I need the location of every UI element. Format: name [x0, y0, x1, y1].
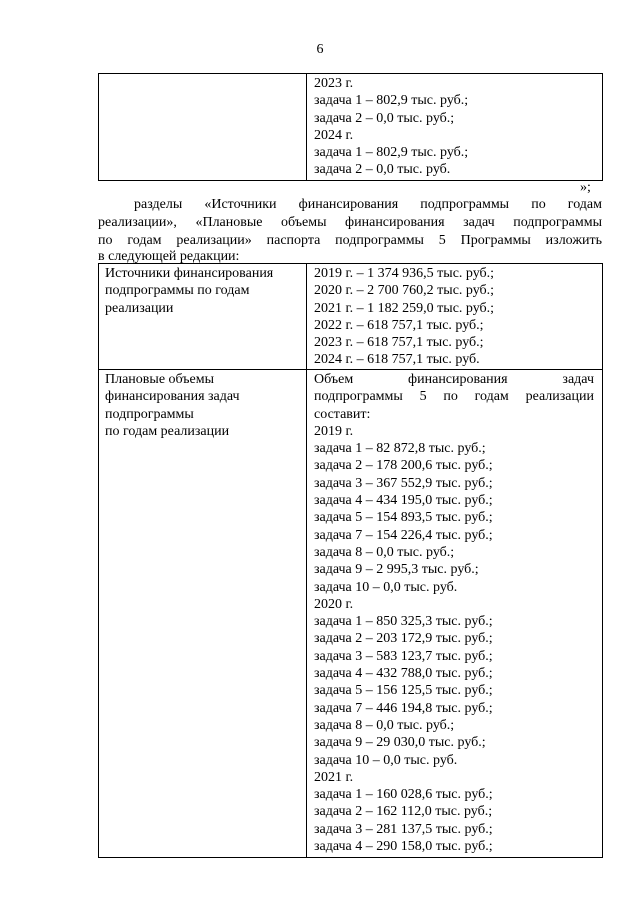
text-line: задача 4 – 434 195,0 тыс. руб.;: [314, 493, 493, 509]
text-line: по годам реализации: [105, 423, 230, 439]
text-line: задача 3 – 367 552,9 тыс. руб.;: [314, 475, 493, 491]
text-line: задача 2 – 162 112,0 тыс. руб.;: [314, 804, 493, 820]
text-line: Плановые объемы: [105, 372, 215, 387]
text-line: задача 1 – 802,9 тыс. руб.;: [314, 93, 469, 109]
text-line: задача 2 – 203 172,9 тыс. руб.;: [314, 631, 493, 647]
top-table-left-cell: [99, 74, 307, 181]
text-line: задача 7 – 446 194,8 тыс. руб.;: [314, 700, 493, 716]
top-table: [98, 73, 603, 181]
text-line: задача 1 – 850 325,3 тыс. руб.;: [314, 614, 493, 630]
text-line: 2022 г. – 618 757,1 тыс. руб.;: [314, 317, 484, 333]
paragraph-line: по годам реализации» паспорта подпрограммы 5 Программы изложить: [98, 233, 602, 248]
table-row-sources: [99, 264, 603, 370]
top-table-right-cell: [307, 74, 603, 181]
text-line: задача 2 – 178 200,6 тыс. руб.;: [314, 458, 493, 474]
closing-quote-mark: »;: [580, 180, 591, 195]
main-table: [98, 263, 603, 858]
text-line: задача 1 – 82 872,8 тыс. руб.;: [314, 441, 486, 457]
text-line: задача 5 – 156 125,5 тыс. руб.;: [314, 683, 493, 699]
text-line: задача 2 – 0,0 тыс. руб.;: [314, 110, 455, 126]
text-line: 2021 г.: [314, 769, 354, 785]
text-line: Объем финансирования задач: [314, 372, 594, 387]
text-line: Источники финансирования: [105, 266, 274, 281]
text-line: задача 3 – 583 123,7 тыс. руб.;: [314, 648, 493, 664]
text-line: задача 1 – 802,9 тыс. руб.;: [314, 145, 469, 161]
text-line: подпрограммы: [105, 406, 194, 422]
text-line: 2019 г.: [314, 423, 354, 439]
text-line: задача 9 – 2 995,3 тыс. руб.;: [314, 562, 479, 578]
text-line: 2023 г. – 618 757,1 тыс. руб.;: [314, 335, 484, 351]
text-line: 2023 г.: [314, 76, 354, 91]
table-row-planned-volumes: [99, 370, 603, 858]
paragraph-line: в следующей редакции:: [98, 249, 240, 264]
amendment-paragraph: [98, 196, 602, 264]
text-line: 2024 г.: [314, 127, 354, 143]
text-line: 2020 г.: [314, 596, 354, 612]
row-label-cell: [99, 264, 307, 370]
text-line: составит:: [314, 406, 371, 422]
text-line: подпрограммы 5 по годам реализации: [314, 389, 594, 405]
text-line: задача 1 – 160 028,6 тыс. руб.;: [314, 787, 493, 803]
row-label-cell: [99, 370, 307, 858]
text-line: задача 4 – 432 788,0 тыс. руб.;: [314, 666, 493, 682]
text-line: 2021 г. – 1 182 259,0 тыс. руб.;: [314, 300, 495, 316]
text-line: задача 2 – 0,0 тыс. руб.: [314, 162, 451, 178]
text-line: подпрограммы по годам: [105, 283, 250, 299]
text-line: задача 8 – 0,0 тыс. руб.;: [314, 544, 455, 560]
text-line: задача 8 – 0,0 тыс. руб.;: [314, 717, 455, 733]
text-line: 2019 г. – 1 374 936,5 тыс. руб.;: [314, 266, 495, 281]
text-line: задача 10 – 0,0 тыс. руб.: [314, 752, 458, 768]
text-line: реализации: [105, 300, 174, 316]
text-line: задача 7 – 154 226,4 тыс. руб.;: [314, 527, 493, 543]
row-value-cell: [307, 370, 603, 858]
row-value-cell: [307, 264, 603, 370]
text-line: финансирования задач: [105, 389, 240, 405]
text-line: 2024 г. – 618 757,1 тыс. руб.: [314, 352, 480, 368]
paragraph-line: разделы «Источники финансирования подпрограммы по годам: [134, 197, 602, 212]
text-line: задача 4 – 290 158,0 тыс. руб.;: [314, 839, 493, 855]
paragraph-line: реализации», «Плановые объемы финансирования задач подпрограммы: [98, 215, 602, 230]
text-line: 2020 г. – 2 700 760,2 тыс. руб.;: [314, 283, 495, 299]
text-line: задача 3 – 281 137,5 тыс. руб.;: [314, 821, 493, 837]
text-line: задача 10 – 0,0 тыс. руб.: [314, 579, 458, 595]
text-line: задача 5 – 154 893,5 тыс. руб.;: [314, 510, 493, 526]
page-number: 6: [316, 42, 324, 57]
text-line: задача 9 – 29 030,0 тыс. руб.;: [314, 735, 486, 751]
